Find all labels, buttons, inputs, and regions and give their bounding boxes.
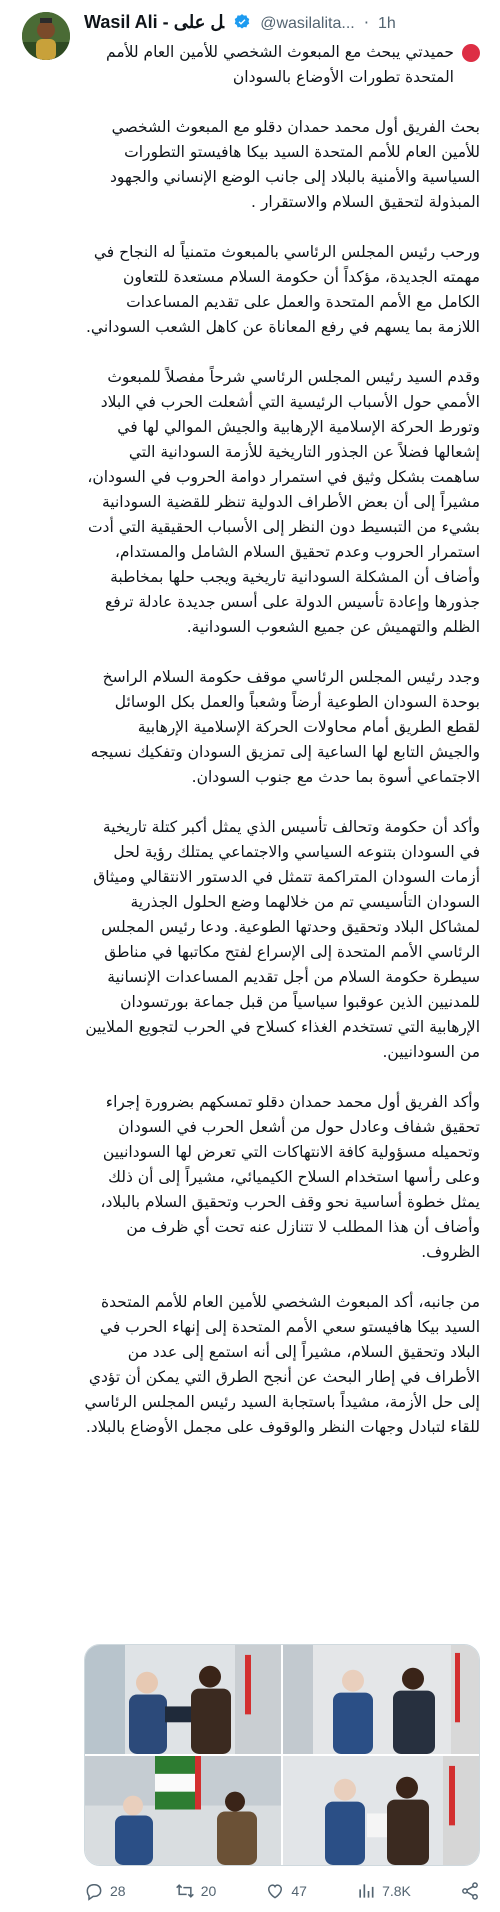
heart-icon (265, 1881, 285, 1901)
view-count: 7.8K (382, 1883, 411, 1899)
paragraph-2: ورحب رئيس المجلس الرئاسي بالمبعوث متمنياً له النجاح في مهمته الجديدة، مؤكداً أن حكومة السلام مستعدة للتعاون الكامل مع الأمم المتحدة والعمل على تقديم المساعدات اللازمة بما يسهم في رفع المعاناة عن كاهل الشعب السوداني. (86, 243, 480, 336)
post-body (84, 40, 480, 1465)
paragraph-6: وأكد الفريق أول محمد حمدان دقلو تمسكهم بضرورة إجراء تحقيق شفاف وعادل حول من أشعل الحرب في السودان وتحميله مسؤولية كافة الانتهاكات التي تعرض لها السودانيين وعلى رأسها استخدام السلاح الكيميائي، مشيراً إلى أن ذلك يمثل خطوة أساسية نحو وقف الحرب وتحقيق السلام بالبلاد، وأضاف أن هذا المطلب لا تتنازل عنه تحت أي ظرف من الظروف. (100, 1093, 480, 1261)
reply-icon (84, 1881, 104, 1901)
repost-icon (175, 1881, 195, 1901)
paragraph-7: من جانبه، أكد المبعوث الشخصي للأمين العام للأمم المتحدة السيد بيكا هافيستو سعي الأمم المتحدة إلى إنهاء الحرب في البلاد وتحقيق السلام، مشيراً إلى أنه استمع إلى عدد من الأطراف في إطار البحث عن أنجح الطرق التي يمكن أن تؤدي إلى حل الأزمة، مشيداً باستجابة السيد رئيس المجلس الرئاسي للقاء لتبادل وجهات النظر والوقوف على مجمل الأوضاع بالبلاد. (84, 1293, 480, 1436)
red-circle-icon (462, 44, 480, 62)
paragraph-5: وأكد أن حكومة وتحالف تأسيس الذي يمثل أكبر كتلة تاريخية في السودان بتنوعه السياسي والاجتماعي يمتلك رؤية لحل أزمات السودان المتراكمة تتمثل في الدستور الانتقالي وميثاق السودان التأسيسي تم من خلالهما وضع الحلول الجذرية لمشاكل البلاد وتحقيق وحدتها الطوعية. ودعا رئيس المجلس الرئاسي الأمم المتحدة إلى الإسراع لفتح مكاتبها في مناطق سيطرة حكومة السلام من أجل تقديم المساعدات الإنسانية للمدنيين الذين عوقبوا سياسياً من قبل جماعة بورتسودان الإرهابية التي تستخدم الغذاء كسلاح في الحرب لتجويع الملايين من السودانيين. (85, 818, 480, 1061)
media-grid (84, 1644, 480, 1866)
paragraph-4: وجدد رئيس المجلس الرئاسي موقف حكومة السلام الراسخ بوحدة السودان الطوعية أرضاً وشعباً والعمل بكل الوسائل لقطع الطريق أمام محاولات الحركة الإسلامية الإرهابية والجيش التابع لها الساعية إلى تمزيق السودان وتفكيك نسيجه الاجتماعي أسوة بما حدث مع جنوب السودان. (90, 668, 480, 786)
post-headline (84, 40, 480, 90)
reply-count: 28 (110, 1883, 126, 1899)
repost-count: 20 (200, 1883, 217, 1899)
headline-text: حميدتي يبحث مع المبعوث الشخصي للأمين العام للأمم المتحدة تطورات الأوضاع بالسودان (106, 43, 454, 86)
share-button[interactable] (460, 1881, 480, 1901)
reply-button[interactable] (84, 1881, 126, 1901)
like-count: 47 (291, 1883, 307, 1899)
handle[interactable]: @wasilalita... (260, 15, 355, 32)
photo-3[interactable] (85, 1756, 281, 1865)
share-icon (460, 1881, 480, 1901)
verified-badge-icon (233, 13, 251, 35)
like-button[interactable] (265, 1881, 307, 1901)
action-bar (84, 1878, 480, 1904)
repost-button[interactable] (175, 1881, 217, 1901)
views-button[interactable] (356, 1881, 411, 1901)
paragraph-3: وقدم السيد رئيس المجلس الرئاسي شرحاً مفصلاً للمبعوث الأممي حول الأسباب الرئيسية التي أشعلت الحرب في البلاد وتورط الحركة الإسلامية الإرهابية والجيش الموالي لها في إشعالها فضلاً عن الجذور التاريخية للأزمة السودانية التي ساهمت بشكل وثيق في استمرار دوامة الحروب في السودان، مشيراً إلى أن بعض الأطراف الدولية تنظر للقضية السودانية بشيء من التبسيط دون النظر إلى الأسباب الحقيقية التي أدت استمرار الحروب وعدم تحقيق السلام الشامل والمستدام، وأضاف أن المشكلة السودانية تاريخية ويجب حلها بمخاطبة جذورها وإعادة تأسيس الدولة على أسس جديدة عادلة ترفع الظلم والتهميش عن جميع الشعوب السودانية. (87, 368, 480, 636)
analytics-icon (356, 1881, 376, 1901)
avatar[interactable] (22, 12, 70, 60)
display-name[interactable]: Wasil Ali - ﻞ على (84, 12, 225, 32)
separator-dot: · (363, 13, 369, 32)
post-header (84, 12, 488, 38)
photo-2[interactable] (283, 1645, 479, 1754)
timestamp[interactable]: 1h (378, 15, 396, 32)
photo-4[interactable] (283, 1756, 479, 1865)
paragraph-1: بحث الفريق أول محمد حمدان دقلو مع المبعوث الشخصي للأمين العام للأمم المتحدة السيد بيكا هافيستو التطورات السياسية والأمنية بالبلاد إلى جانب الوضع الإنساني والجهود المبذولة لتحقيق السلام والاستقرار . (110, 118, 480, 211)
photo-1[interactable] (85, 1645, 281, 1754)
